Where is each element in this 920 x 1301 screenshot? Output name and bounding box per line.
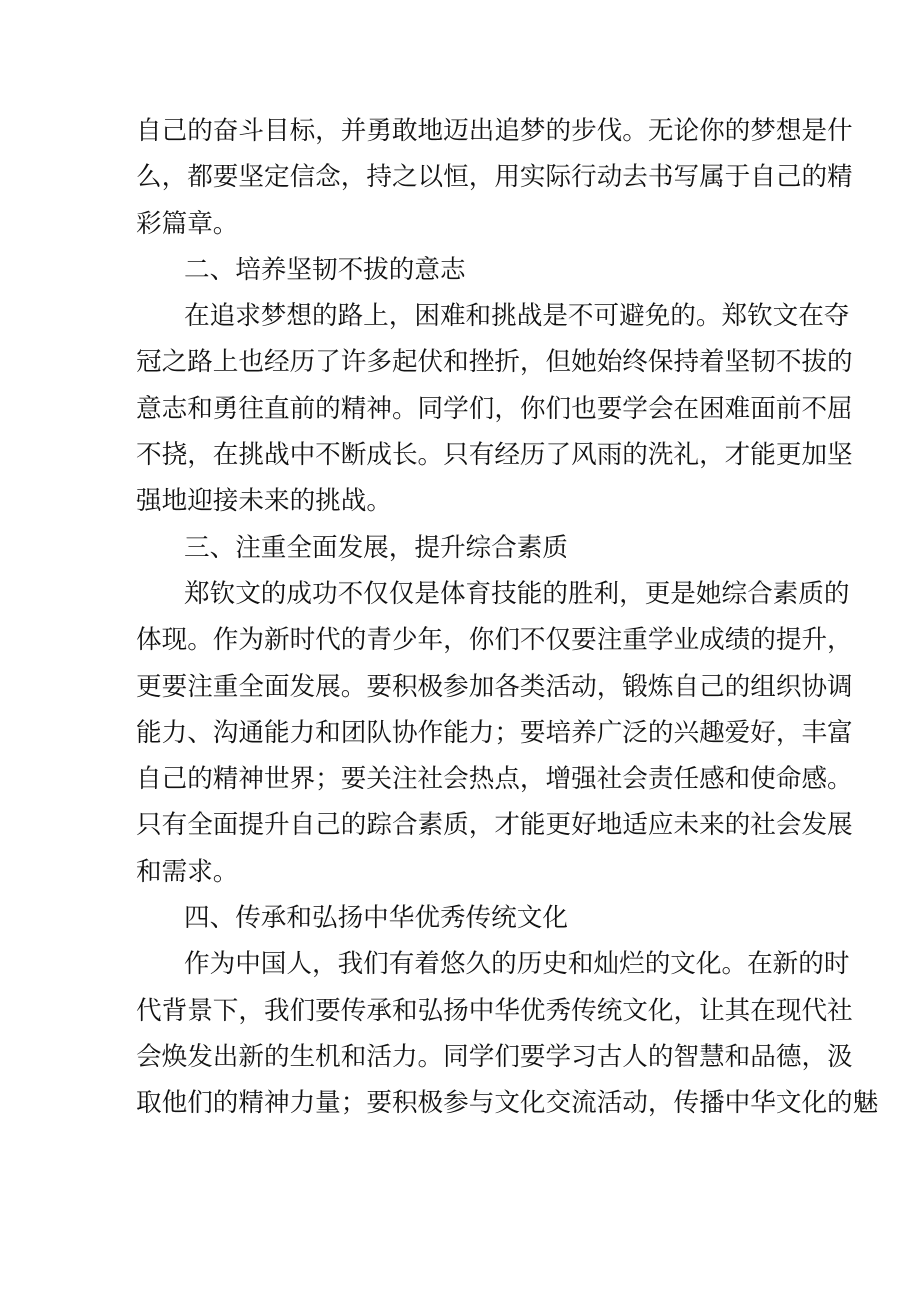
paragraph-line: 更要注重全面发展。要积极参加各类活动，锻炼自己的组织协调 bbox=[136, 671, 853, 702]
paragraph-line: 体现。作为新时代的青少年，你们不仅要注重学业成绩的提升， bbox=[136, 625, 853, 656]
paragraph-line: 郑钦文的成功不仅仅是体育技能的胜利，更是她综合素质的 bbox=[184, 578, 850, 609]
section-2 bbox=[136, 247, 853, 525]
paragraph-line: 自己的奋斗目标，并勇敢地迈出追梦的步伐。无论你的梦想是什 bbox=[136, 116, 853, 146]
paragraph-line: 和需求。 bbox=[136, 856, 239, 887]
paragraph-line: 彩篇章。 bbox=[136, 208, 239, 239]
section-heading: 二、培养坚韧不拔的意志 bbox=[184, 254, 466, 285]
paragraph-line: 强地迎接未来的挑战。 bbox=[136, 486, 392, 517]
paragraph-line: 冠之路上也经历了许多起伏和挫折，但她始终保持着坚韧不拔的 bbox=[136, 347, 853, 378]
section-heading: 四、传承和弘扬中华优秀传统文化 bbox=[184, 903, 568, 934]
paragraph-line: 取他们的精神力量；要积极参与文化交流活动，传播中华文化的魅 bbox=[136, 1088, 879, 1119]
paragraph-line: 会焕发出新的生机和活力。同学们要学习古人的智慧和品德，汲 bbox=[136, 1041, 853, 1072]
paragraph-line: 么，都要坚定信念，持之以恒，用实际行动去书写属于自己的精 bbox=[136, 162, 853, 193]
paragraph-line: 意志和勇往直前的精神。同学们，你们也要学会在困难面前不屈 bbox=[136, 393, 853, 424]
paragraph-line: 在追求梦想的路上，困难和挑战是不可避免的。郑钦文在夺 bbox=[184, 301, 850, 332]
paragraph-line: 自己的精神世界；要关注社会热点，增强社会责任感和使命感。 bbox=[136, 764, 853, 795]
section-3 bbox=[136, 525, 853, 895]
paragraph-line: 能力、沟通能力和团队协作能力；要培养广泛的兴趣爱好，丰富 bbox=[136, 717, 853, 748]
section-4 bbox=[136, 895, 879, 1126]
intro-paragraph bbox=[136, 108, 853, 247]
document-body bbox=[136, 108, 879, 1127]
paragraph-line: 代背景下，我们要传承和弘扬中华优秀传统文化，让其在现代社 bbox=[136, 995, 853, 1026]
paragraph-line: 作为中国人，我们有着悠久的历史和灿烂的文化。在新的时 bbox=[184, 949, 850, 980]
paragraph-line: 不挠，在挑战中不断成长。只有经历了风雨的洗礼，才能更加坚 bbox=[136, 440, 853, 471]
paragraph-line: 只有全面提升自己的踪合素质，才能更好地适应未来的社会发展 bbox=[136, 810, 853, 841]
section-heading: 三、注重全面发展，提升综合素质 bbox=[184, 532, 568, 563]
